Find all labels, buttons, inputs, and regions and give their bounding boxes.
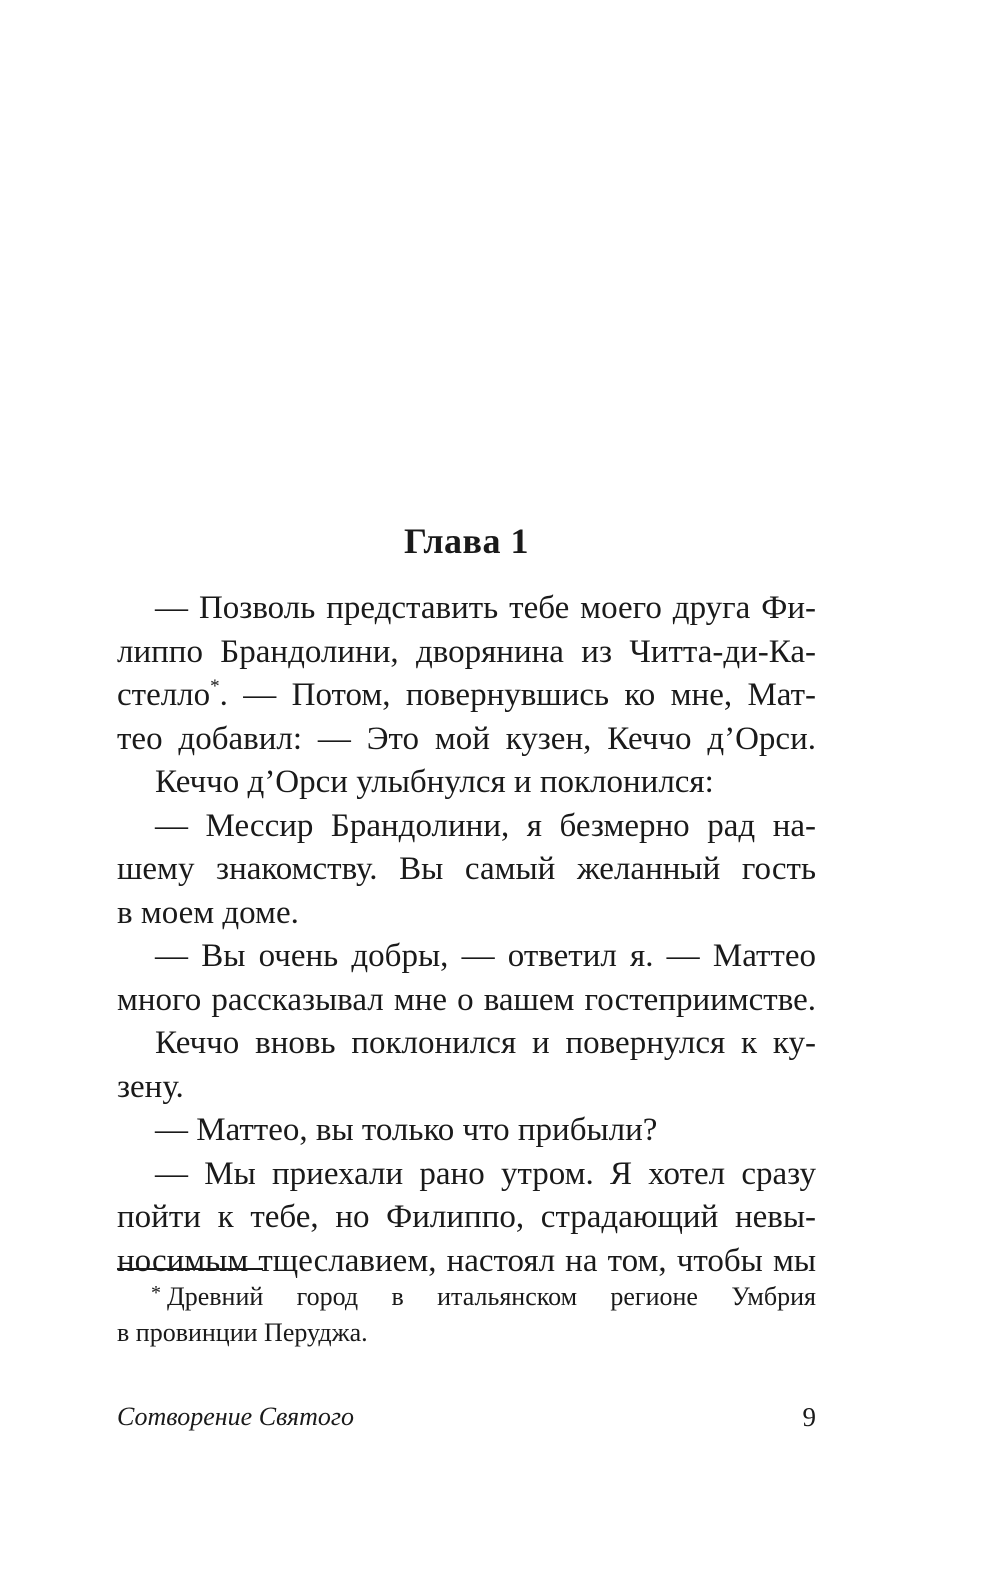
footnote xyxy=(117,1279,816,1351)
footnote-line xyxy=(117,1279,816,1315)
footnote-reference: * xyxy=(210,676,220,697)
text-line: в моем доме. xyxy=(117,894,299,931)
text-line: — Вы очень добры, — ответил я. — Маттео xyxy=(155,938,816,974)
text-line: — Мы приехали рано утром. Я хотел сразу xyxy=(155,1155,816,1192)
text-line: шему знакомству. Вы самый желанный гость xyxy=(117,851,816,887)
text-line: — Мессир Брандолини, я безмерно рад на- xyxy=(155,807,816,844)
page-number: 9 xyxy=(802,1402,816,1432)
text-line: липпо Брандолини, дворянина из Читта-ди-Ка- xyxy=(117,633,816,670)
chapter-title: Глава 1 xyxy=(404,521,529,561)
chapter-body xyxy=(117,587,816,1283)
text-line: зену. xyxy=(117,1068,184,1105)
text-line: пойти к тебе, но Филиппо, страдающий невы- xyxy=(117,1199,816,1235)
text-fragment: стелло xyxy=(117,677,211,713)
text-line: носимым тщеславием, настоял на том, чтобы мы xyxy=(117,1242,816,1279)
footnote-text: Древний город в итальянском регионе Умбрия xyxy=(167,1282,816,1311)
text-line: Кеччо д’Орси улыбнулся и поклонился: xyxy=(155,764,714,800)
footnote-line: в провинции Перуджа. xyxy=(117,1318,368,1347)
text-line xyxy=(117,674,816,718)
text-line: — Маттео, вы только что прибыли? xyxy=(155,1112,658,1148)
text-line: — Позволь представить тебе моего друга Фи- xyxy=(155,590,816,626)
footnote-marker: * xyxy=(151,1282,161,1304)
running-footer xyxy=(117,1397,816,1437)
text-fragment: . — Потом, повернувшись ко мне, Мат- xyxy=(219,677,816,713)
book-title: Сотворение Святого xyxy=(117,1402,355,1431)
text-line: много рассказывал мне о вашем гостеприимстве. xyxy=(117,981,816,1018)
text-line: Кеччо вновь поклонился и повернулся к ку- xyxy=(155,1025,816,1061)
footnote-divider xyxy=(117,1268,263,1270)
text-line: тео добавил: — Это мой кузен, Кеччо д’Орси. xyxy=(117,720,816,757)
